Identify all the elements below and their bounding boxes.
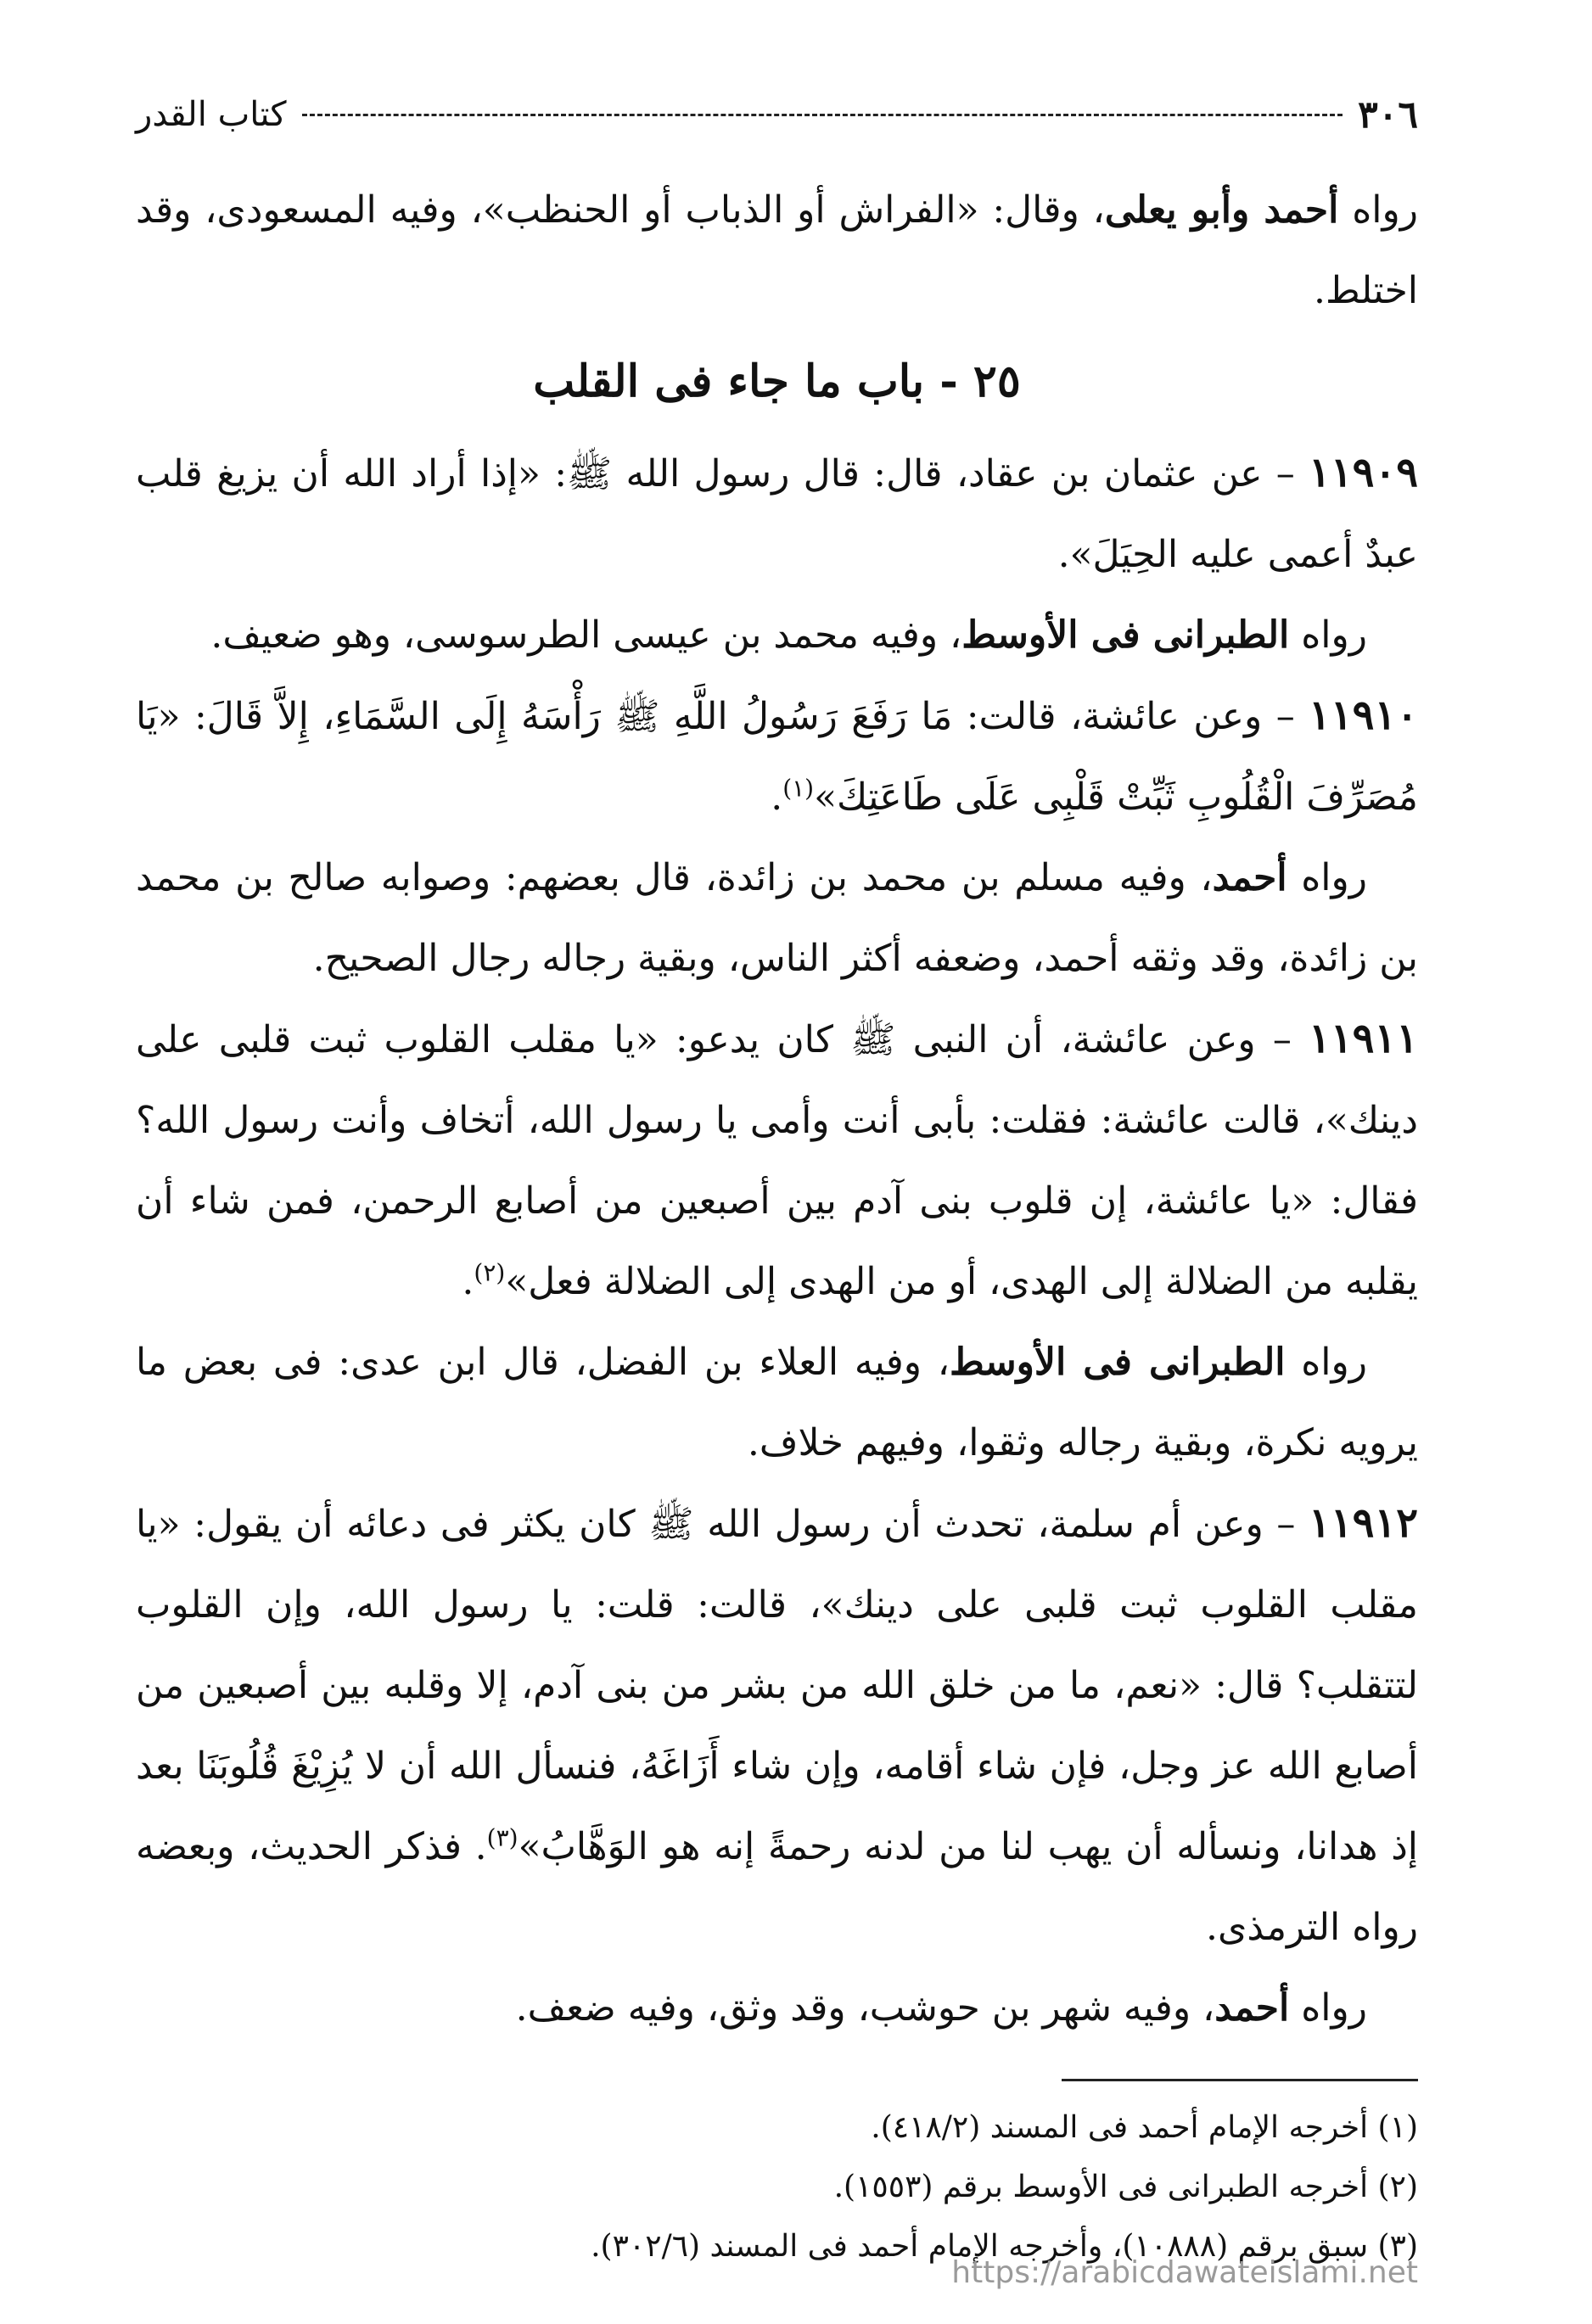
footnote-2: (٢) أخرجه الطبرانى فى الأوسط برقم (١٥٥٣).	[833, 2170, 1418, 2204]
hadith-11909: ١١٩٠٩ – عن عثمان بن عقاد، قال: قال رسول الله ﷺ: «إذا أراد الله أن يزيغ قلب عبدٌ أعمى عليه الحِيَلَ».	[136, 449, 1418, 576]
footnote-ref: (٢)	[474, 1258, 506, 1287]
paragraph-riwaya-2: رواه أحمد، وفيه مسلم بن محمد بن زائدة، قال بعضهم: وصوابه صالح بن محمد بن زائدة، وقد وثقه أحمد، وضعفه أكثر الناس، وبقية رجاله رجال الصحيح.	[136, 856, 1418, 980]
footnote-ref: (٣)	[486, 1823, 519, 1852]
hadith-number: ١١٩١٠	[1309, 692, 1418, 739]
watermark-url: https://arabicdawateislami.net	[951, 2255, 1418, 2290]
paragraph-riwaya-3: رواه الطبرانى فى الأوسط، وفيه العلاء بن الفضل، قال ابن عدى: فى بعض ما يرويه نكرة، وبقية رجاله وثقوا، وفيهم خلاف.	[136, 1341, 1418, 1464]
page-header	[136, 85, 1418, 144]
footnote-ref: (١)	[782, 774, 815, 803]
header-rule	[302, 114, 1343, 116]
hadith-11910: ١١٩١٠ – وعن عائشة، قالت: مَا رَفَعَ رَسُولُ اللَّهِ ﷺ رَأْسَهُ إِلَى السَّمَاءِ، إِلاَّ قَالَ: «يَا مُصَرِّفَ الْقُلُوبِ ثَبِّتْ قَلْبِى عَلَى طَاعَتِكَ»$^{(١)}$.	[136, 692, 1418, 819]
hadith-11912: ١١٩١٢ – وعن أم سلمة، تحدث أن رسول الله ﷺ كان يكثر فى دعائه أن يقول: «يا مقلب القلوب ثبت قلبى على دينك»، قالت: قلت: يا رسول الله، وإن القلوب لتتقلب؟ قال: «نعم، ما من خلق الله من بشر من بنى آدم، إلا وقلبه بين أصبعين من أصابع الله عز وجل، فإن شاء أقامه، وإن شاء أَزَاغَهُ، فنسأل الله أن لا يُزِيْغَ قُلُوبَنَا بعد إذ هدانا، ونسأله أن يهب لنا من لدنه رحمةً إنه هو الوَهَّابُ»$^{(٣)}$. فذكر الحديث، وبعضه رواه الترمذى.	[136, 1499, 1419, 1949]
hadith-number: ١١٩٠٩	[1309, 449, 1418, 496]
footnote-separator	[1062, 2079, 1418, 2081]
page-number: ٣٠٦	[1358, 92, 1418, 137]
section-heading: ٢٥ - باب ما جاء فى القلب	[533, 356, 1021, 407]
footnotes	[136, 2098, 1418, 2276]
hadith-11911: ١١٩١١ – وعن عائشة، أن النبى ﷺ كان يدعو: «يا مقلب القلوب ثبت قلبى على دينك»، قالت عائشة: فقلت: بأبى أنت وأمى يا رسول الله، أتخاف وأنت رسول الله؟ فقال: «يا عائشة، إن قلوب بنى آدم بين أصبعين من أصابع الرحمن، فمن شاء أن يقلبه من الضلالة إلى الهدى، أو من الهدى إلى الضلالة فعل»$^{(٢)}$.	[136, 1015, 1418, 1303]
paragraph-riwaya-0: رواه أحمد وأبو يعلى، وقال: «الفراش أو الذباب أو الحنظب»، وفيه المسعودى، وقد اختلط.	[136, 188, 1418, 312]
paragraph-riwaya-4: رواه أحمد، وفيه شهر بن حوشب، وقد وثق، وفيه ضعف.	[515, 1986, 1367, 2030]
footnote-1: (١) أخرجه الإمام أحمد فى المسند (٤١٨/٢).	[871, 2110, 1418, 2145]
book-title: كتاب القدر	[136, 95, 287, 134]
paragraph-riwaya-1: رواه الطبرانى فى الأوسط، وفيه محمد بن عيسى الطرسوسى، وهو ضعيف.	[210, 613, 1367, 657]
footnote-3: (٣) سبق برقم (١٠٨٨٨)، وأخرجه الإمام أحمد فى المسند (٣٠٢/٦).	[591, 2229, 1418, 2264]
hadith-number: ١١٩١١	[1309, 1015, 1418, 1062]
hadith-number: ١١٩١٢	[1309, 1499, 1418, 1547]
